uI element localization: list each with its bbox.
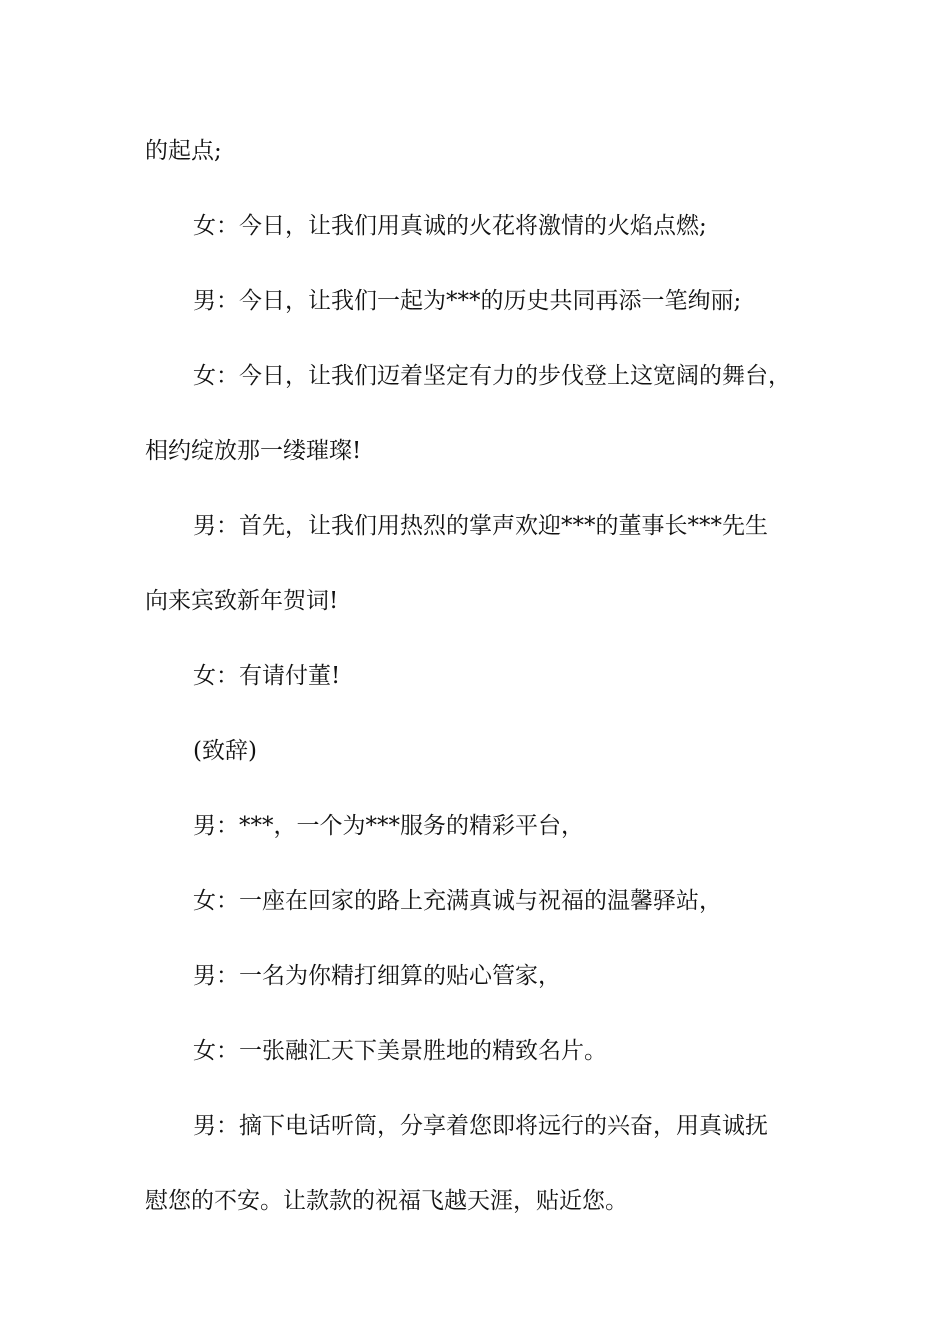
paragraph-line: 的起点; <box>145 138 222 164</box>
paragraph-line: 女：今日，让我们迈着坚定有力的步伐登上这宽阔的舞台， <box>193 363 791 389</box>
paragraph-line: 向来宾致新年贺词! <box>145 588 339 614</box>
paragraph-line: 男：***，一个为***服务的精彩平台， <box>193 813 584 839</box>
paragraph-line: 男：一名为你精打细算的贴心管家， <box>193 963 561 989</box>
paragraph-line: 男：摘下电话听筒，分享着您即将远行的兴奋，用真诚抚 <box>193 1113 768 1139</box>
paragraph-line: 相约绽放那一缕璀璨! <box>145 438 362 464</box>
paragraph-line: 慰您的不安。让款款的祝福飞越天涯，贴近您。 <box>145 1188 628 1214</box>
paragraph-line: (致辞) <box>193 738 257 764</box>
paragraph-line: 女：一座在回家的路上充满真诚与祝福的温馨驿站， <box>193 888 722 914</box>
paragraph-line: 女：一张融汇天下美景胜地的精致名片。 <box>193 1038 607 1064</box>
paragraph-line: 女：今日，让我们用真诚的火花将激情的火焰点燃; <box>193 213 707 239</box>
paragraph-line: 男：首先，让我们用热烈的掌声欢迎***的董事长***先生 <box>193 513 768 539</box>
paragraph-line: 女：有请付董! <box>193 663 341 689</box>
paragraph-line: 男：今日，让我们一起为***的历史共同再添一笔绚丽; <box>193 288 742 314</box>
